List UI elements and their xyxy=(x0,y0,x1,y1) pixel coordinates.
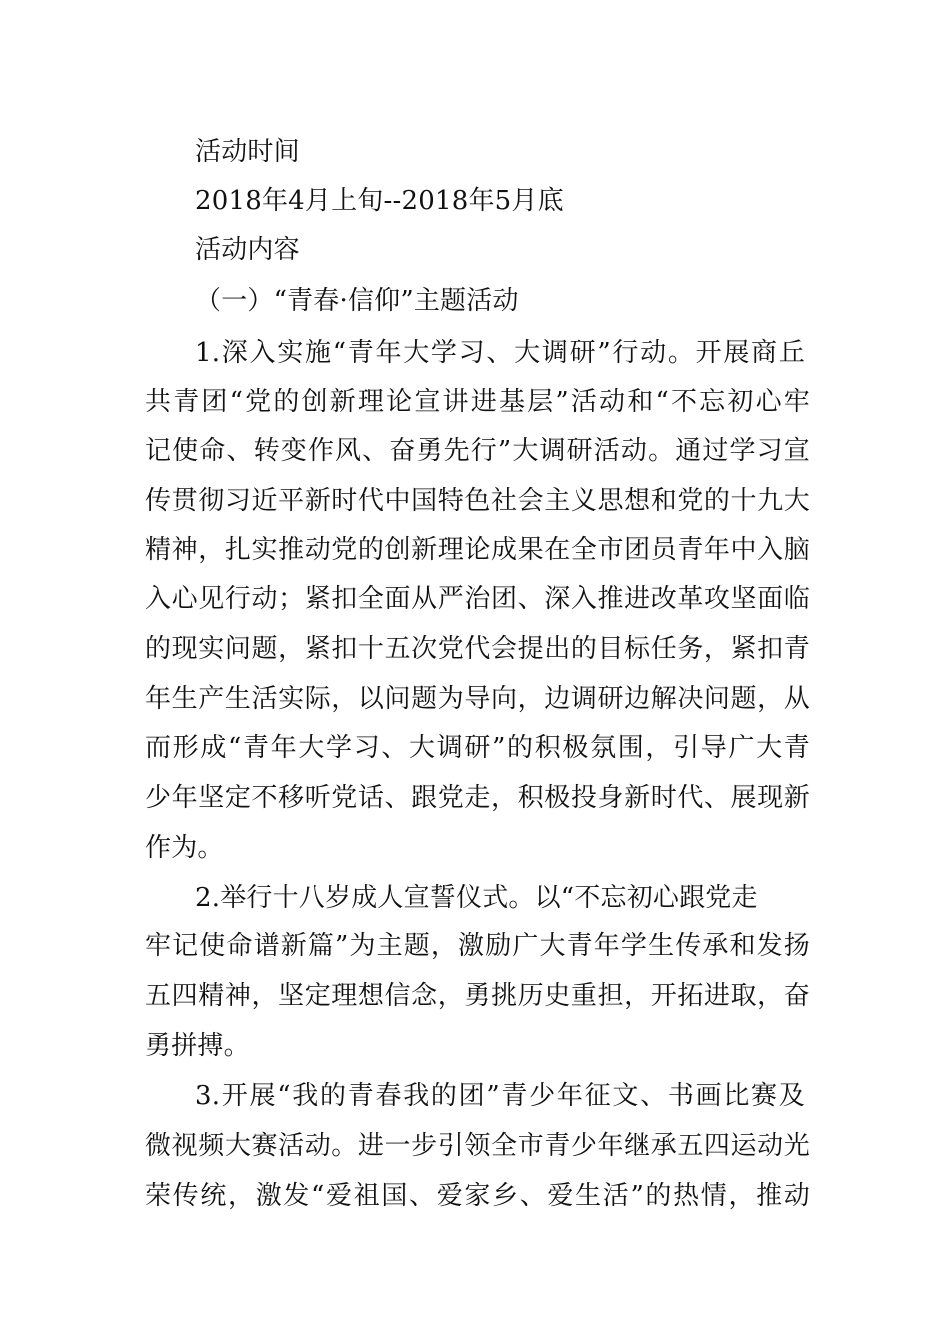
paragraph-1-line: 记使命、转变作风、奋勇先行”大调研活动。通过学习宣 xyxy=(145,436,810,466)
paragraph-2-line: 五四精神，坚定理想信念，勇挑历史重担，开拓进取，奋 xyxy=(145,981,810,1011)
paragraph-2-line: 勇拼搏。 xyxy=(145,1031,250,1061)
paragraph-1-line: 共青团“党的创新理论宣讲进基层”活动和“不忘初心牢 xyxy=(145,387,810,417)
paragraph-3-line: 微视频大赛活动。进一步引领全市青少年继承五四运动光 xyxy=(145,1131,810,1161)
activity-time-value: 2018年4月上旬--2018年5月底 xyxy=(195,186,564,216)
paragraph-2-line: 2.举行十八岁成人宣誓仪式。以“不忘初心跟党走 xyxy=(195,883,758,913)
paragraph-1-line: 而形成“青年大学习、大调研”的积极氛围，引导广大青 xyxy=(145,733,810,763)
paragraph-1-line: 入心见行动；紧扣全面从严治团、深入推进改革攻坚面临 xyxy=(145,584,810,614)
paragraph-3-line: 荣传统，激发“爱祖国、爱家乡、爱生活”的热情，推动 xyxy=(145,1181,810,1211)
paragraph-1-line: 1.深入实施“青年大学习、大调研”行动。开展商丘 xyxy=(195,338,805,368)
paragraph-2-line: 牢记使命谱新篇”为主题，激励广大青年学生传承和发扬 xyxy=(145,931,810,961)
paragraph-1-line: 作为。 xyxy=(145,833,224,863)
paragraph-1-line: 的现实问题，紧扣十五次党代会提出的目标任务，紧扣青 xyxy=(145,634,810,664)
paragraph-3-line: 3.开展“我的青春我的团”青少年征文、书画比赛及 xyxy=(195,1081,805,1111)
paragraph-1-line: 年生产生活实际，以问题为导向，边调研边解决问题，从 xyxy=(145,684,810,714)
heading-activity-time: 活动时间 xyxy=(195,137,300,167)
section-title-1: （一）“青春·信仰”主题活动 xyxy=(195,286,519,316)
heading-activity-content: 活动内容 xyxy=(195,235,300,265)
paragraph-1-line: 精神，扎实推动党的创新理论成果在全市团员青年中入脑 xyxy=(145,535,810,565)
paragraph-1-line: 少年坚定不移听党话、跟党走，积极投身新时代、展现新 xyxy=(145,783,810,813)
paragraph-1-line: 传贯彻习近平新时代中国特色社会主义思想和党的十九大 xyxy=(145,486,810,516)
